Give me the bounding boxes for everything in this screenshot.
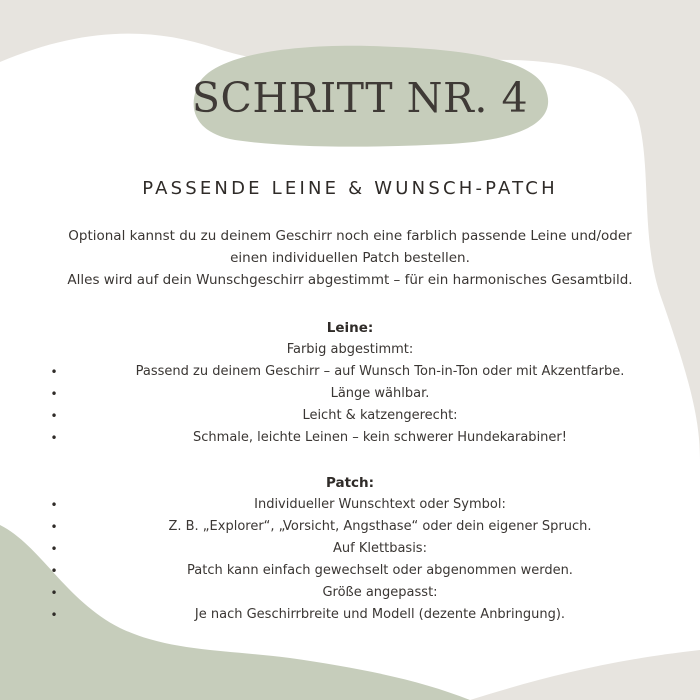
list-item (0, 361, 700, 383)
bullet-icon: • (50, 520, 58, 534)
bullet-icon: • (50, 387, 58, 401)
list-item (0, 604, 700, 626)
list-item-text: Passend zu deinem Geschirr – auf Wunsch Ton-in-Ton oder mit Akzentfarbe. (135, 364, 625, 379)
leine-heading: Leine: (326, 320, 374, 336)
list-item-text: Leicht & katzengerecht: (302, 408, 458, 423)
bullet-icon: • (50, 608, 58, 622)
list-item (0, 427, 700, 449)
page-title: SCHRITT NR. 4 (191, 74, 529, 122)
leine-section (0, 317, 700, 449)
list-item (0, 516, 700, 538)
patch-section (0, 472, 700, 626)
list-item-text: Größe angepasst: (322, 585, 438, 600)
list-item (0, 494, 700, 516)
list-item (0, 560, 700, 582)
bullet-icon: • (50, 586, 58, 600)
bullet-icon: • (50, 564, 58, 578)
patch-heading: Patch: (325, 475, 375, 491)
list-item-text: Je nach Geschirrbreite und Modell (dezente Anbringung). (194, 607, 566, 622)
list-item-text: Individueller Wunschtext oder Symbol: (254, 497, 506, 512)
bullet-icon: • (50, 365, 58, 379)
list-item-text: Z. B. „Explorer“, „Vorsicht, Angsthase“ oder dein eigener Spruch. (168, 519, 592, 534)
bullet-icon: • (50, 498, 58, 512)
list-item (0, 405, 700, 427)
list-item-text: Schmale, leichte Leinen – kein schwerer Hundekarabiner! (193, 430, 567, 445)
page-subtitle: PASSENDE LEINE & WUNSCH-PATCH (142, 178, 558, 199)
leine-intro-line (0, 339, 700, 361)
bullet-icon: • (50, 542, 58, 556)
intro-line: einen individuellen Patch bestellen. (230, 250, 470, 266)
list-item (0, 582, 700, 604)
list-item-text: Länge wählbar. (330, 386, 430, 401)
list-item-text: Patch kann einfach gewechselt oder abgenommen werden. (187, 563, 573, 578)
bullet-icon: • (50, 431, 58, 445)
bullet-icon: • (50, 409, 58, 423)
leine-intro-text: Farbig abgestimmt: (286, 342, 414, 357)
intro-line: Alles wird auf dein Wunschgeschirr abgestimmt – für ein harmonisches Gesamtbild. (67, 272, 633, 288)
list-item-text: Auf Klettbasis: (333, 541, 427, 556)
list-item (0, 383, 700, 405)
intro-line: Optional kannst du zu deinem Geschirr noch eine farblich passende Leine und/oder (68, 228, 632, 244)
list-item (0, 538, 700, 560)
intro-paragraph (30, 225, 670, 291)
